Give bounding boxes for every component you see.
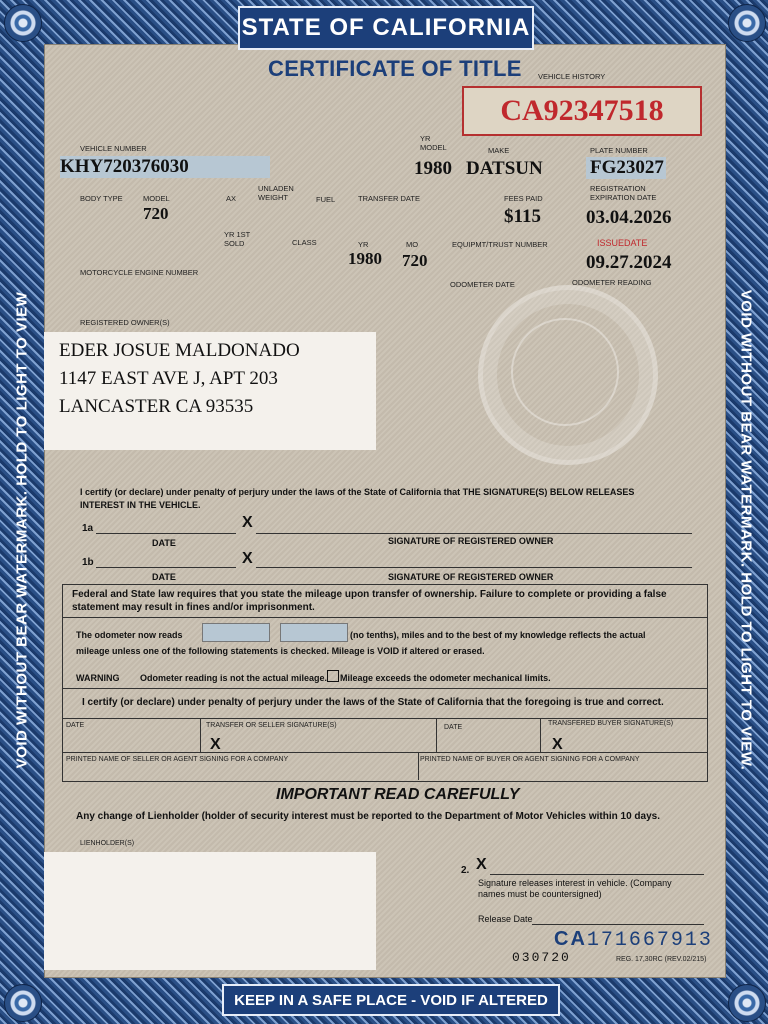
lienholder-notice: Any change of Lienholder (holder of security interest must be reported to the Department of Motor Vehicles within 10 days. (76, 811, 660, 822)
date-line-1a[interactable] (96, 533, 236, 534)
fuel-label: FUEL (316, 195, 336, 204)
odometer-input-2[interactable] (280, 623, 348, 642)
model: 720 (143, 204, 169, 223)
line-2-label: 2. (461, 865, 470, 876)
ax-label: AX (226, 194, 237, 203)
form-number: REG. 17,30RC (REV.02/215) (616, 956, 707, 963)
vehicle-number: KHY720376030 (60, 156, 189, 177)
signature-line-1a[interactable] (256, 533, 692, 534)
document-title: CERTIFICATE OF TITLE (268, 56, 522, 81)
foregoing-certification: I certify (or declare) under penalty of perjury under the laws of the State of California that the foregoing is true and correct. (82, 697, 664, 708)
federal-mileage-text: Federal and State law requires that you state the mileage upon transfer of ownership. Failure to complete or providing a false statement may result in fines and/or imprisonment. (72, 589, 667, 613)
serial-sub: 030720 (512, 950, 571, 965)
issue-date: 09.27.2024 (586, 252, 672, 273)
state-seal-watermark (478, 285, 658, 465)
plate-number: FG23027 (590, 157, 664, 178)
odometer-input-1[interactable] (202, 623, 270, 642)
footer-banner: KEEP IN A SAFE PLACE - VOID IF ALTERED (222, 984, 560, 1016)
lienholder-box (44, 852, 376, 970)
odometer-date-label: ODOMETER DATE (450, 280, 515, 289)
yr-model: 1980 (414, 158, 452, 179)
odometer-reads-text2: (no tenths), miles and to the best of my knowledge reflects the actual (350, 630, 646, 640)
document-number-box: CA92347518 (462, 86, 702, 136)
plate-label: PLATE NUMBER (590, 146, 648, 155)
registered-owner-label: REGISTERED OWNER(S) (80, 318, 170, 327)
motorcycle-engine-label: MOTORCYCLE ENGINE NUMBER (80, 268, 199, 277)
model-label: MODEL (143, 194, 170, 203)
date-line-1b[interactable] (96, 567, 236, 568)
rosette-icon (728, 4, 766, 42)
sig-label-1b: SIGNATURE OF REGISTERED OWNER (388, 572, 554, 582)
lienholder-signature-x: X (476, 856, 487, 873)
date-label-buyer: DATE (444, 724, 463, 731)
signature-x-1a: X (242, 514, 253, 531)
mo-label: MO (406, 240, 419, 249)
release-date-label: Release Date (478, 914, 533, 924)
release-certification-text: I certify (or declare) under penalty of perjury under the laws of the State of California that THE SIGNATURE(S) BELOW RELEASES INTEREST IN THE VEHICLE. (80, 487, 635, 510)
date-label-seller: DATE (66, 722, 85, 729)
date-label-1b: DATE (152, 572, 176, 582)
date-label-1a: DATE (152, 538, 176, 548)
warning-exceeds: Mileage exceeds the odometer mechanical limits. (340, 673, 551, 683)
seller-signature-x: X (210, 736, 221, 753)
class-label: CLASS (292, 238, 317, 247)
rosette-icon (4, 4, 42, 42)
equip-label: EQUIPMT/TRUST NUMBER (452, 240, 548, 249)
make: DATSUN (466, 158, 543, 179)
issue-date-label: ISSUEDATE (597, 238, 648, 248)
line-1b-label: 1b (82, 557, 94, 568)
lienholder-sig-text: Signature releases interest in vehicle. (Company names must be countersigned) (478, 878, 672, 899)
owner-address-line2: LANCASTER CA 93535 (59, 396, 254, 417)
left-watermark-text: VOID WITHOUT BEAR WATERMARK. HOLD TO LIGHT TO VIEW (13, 291, 31, 769)
signature-x-1b: X (242, 550, 253, 567)
odometer-reads-text: The odometer now reads (76, 630, 183, 640)
transfer-date-label: TRANSFER DATE (358, 194, 420, 203)
release-date-line[interactable] (532, 924, 704, 925)
warning-not-actual: Odometer reading is not the actual mileage. (140, 673, 328, 683)
yr-label: YR (358, 240, 369, 249)
odometer-reading-label: ODOMETER READING (572, 278, 652, 287)
odometer-reads-text3: mileage unless one of the following statements is checked. Mileage is VOID if altered or erased. (76, 646, 485, 656)
lienholder-signature-line[interactable] (490, 874, 704, 875)
mileage-exceeds-checkbox[interactable] (327, 670, 339, 682)
signature-line-1b[interactable] (256, 567, 692, 568)
seller-signature-label: TRANSFER OR SELLER SIGNATURE(S) (206, 722, 337, 729)
yr-first-sold-label: YR 1ST SOLD (224, 230, 251, 248)
buyer-printed-name-label: PRINTED NAME OF BUYER OR AGENT SIGNING FOR A COMPANY (420, 756, 640, 763)
unladen-label: UNLADEN WEIGHT (258, 184, 294, 202)
yr-model-label: YR MODEL (420, 134, 447, 152)
reg-exp-label: REGISTRATION EXPIRATION DATE (590, 184, 657, 202)
mo-value: 720 (402, 251, 428, 270)
body-type-label: BODY TYPE (80, 194, 123, 203)
serial-number: CA171667913 (554, 928, 713, 952)
buyer-signature-label: TRANSFERED BUYER SIGNATURE(S) (548, 720, 674, 727)
line-1a-label: 1a (82, 523, 94, 534)
warning-label: WARNING (76, 673, 120, 683)
owner-address-line1: 1147 EAST AVE J, APT 203 (59, 368, 278, 389)
owner-name: EDER JOSUE MALDONADO (59, 340, 300, 361)
vehicle-history-label: VEHICLE HISTORY (538, 72, 606, 81)
rosette-icon (728, 984, 766, 1022)
make-label: MAKE (488, 146, 510, 155)
fees-paid: $115 (504, 206, 541, 227)
lienholder-label: LIENHOLDER(S) (80, 840, 135, 847)
state-header: STATE OF CALIFORNIA (238, 6, 534, 50)
yr-value: 1980 (348, 249, 382, 268)
buyer-signature-x: X (552, 736, 563, 753)
right-watermark-text: VOID WITHOUT BEAR WATERMARK. HOLD TO LIGHT TO VIEW. (737, 289, 755, 771)
rosette-icon (4, 984, 42, 1022)
vehicle-number-label: VEHICLE NUMBER (80, 144, 147, 153)
registered-owner-box (44, 332, 376, 450)
sig-label-1a: SIGNATURE OF REGISTERED OWNER (388, 536, 554, 546)
reg-exp-date: 03.04.2026 (586, 207, 672, 228)
important-heading: IMPORTANT READ CAREFULLY (276, 786, 520, 803)
seller-printed-name-label: PRINTED NAME OF SELLER OR AGENT SIGNING FOR A COMPANY (66, 756, 289, 763)
fees-paid-label: FEES PAID (504, 194, 543, 203)
